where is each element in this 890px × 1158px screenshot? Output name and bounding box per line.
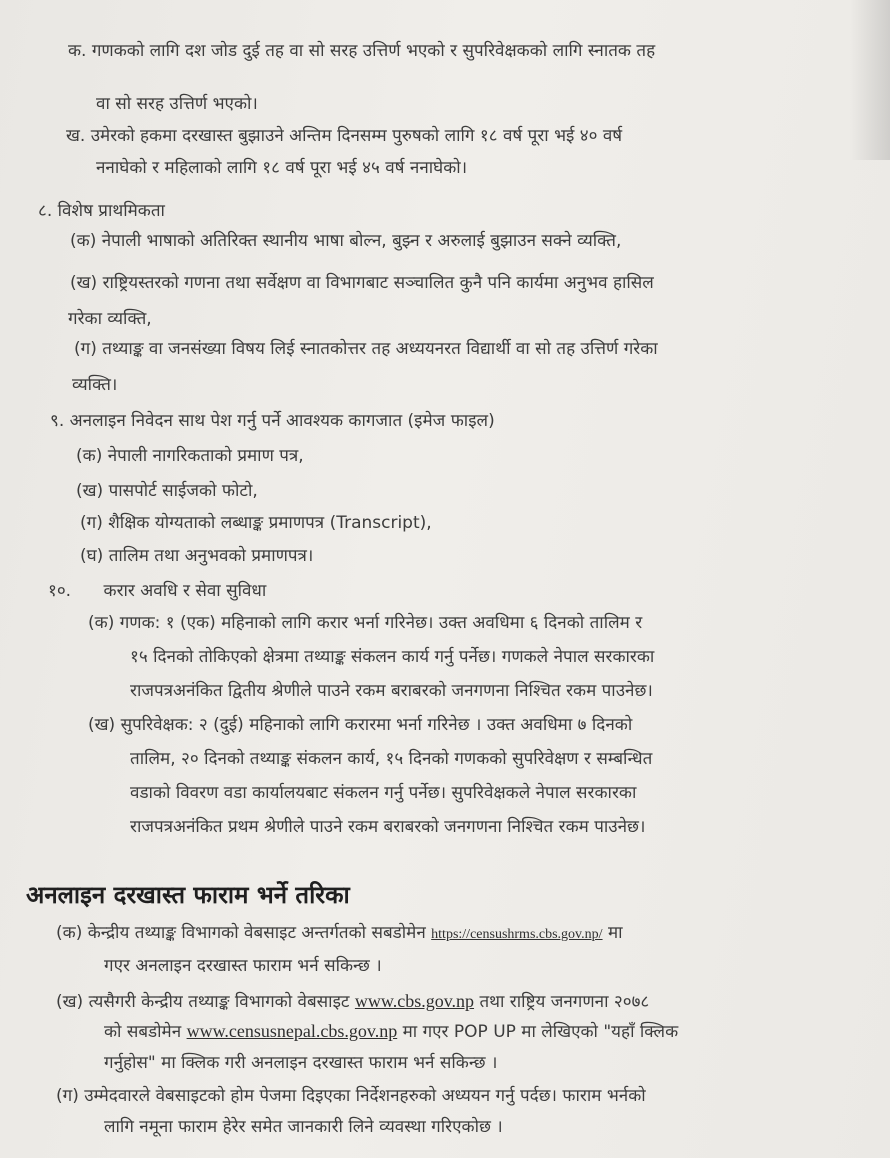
apply-ga-line2: लागि नमूना फाराम हेरेर समेत जानकारी लिने व्यवस्था गरिएकोछ । [104,1117,503,1137]
apply-ka-post: मा [602,923,623,943]
apply-kha-l2-text: को सबडोमेन [104,1022,187,1042]
apply-ga-line1: (ग) उम्मेदवारले वेबसाइटको होम पेजमा दिइएका निर्देशनहरुको अध्ययन गर्नु पर्दछ। फाराम भर्नको [56,1086,646,1106]
s10-ka-line1: (क) गणक: १ (एक) महिनाको लागि करार भर्ना गरिनेछ। उक्त अवधिमा ६ दिनको तालिम र [88,613,643,633]
s8-ga-line2: व्यक्ति। [72,375,118,395]
s10-kha-line3: वडाको विवरण वडा कार्यालयबाट संकलन गर्नु पर्नेछ। सुपरिवेक्षकले नेपाल सरकारका [130,783,637,803]
apply-ka-line2: गएर अनलाइन दरखास्त फाराम भर्न सकिन्छ । [104,956,382,976]
s10-ka-line2: १५ दिनको तोकिएको क्षेत्रमा तथ्याङ्क संकलन कार्य गर्नु पर्नेछ। गणकले नेपाल सरकारका [130,647,655,667]
apply-ka-text: (क) केन्द्रीय तथ्याङ्क विभागको वेबसाइट अन्तर्गतको सबडोमेन [56,923,432,943]
apply-heading: अनलाइन दरखास्त फाराम भर्ने तरिका [26,881,350,909]
s10-title: १०. करार अवधि र सेवा सुविधा [48,581,267,601]
censushrms-link[interactable]: https://censushrms.cbs.gov.np/ [431,927,603,942]
s7-kha-line1: ख. उमेरको हकमा दरखास्त बुझाउने अन्तिम दिनसम्म पुरुषको लागि १८ वर्ष पूरा भई ४० वर्ष [66,126,623,146]
s9-kha: (ख) पासपोर्ट साईजको फोटो, [76,481,258,501]
s8-ga-line1: (ग) तथ्याङ्क वा जनसंख्या विषय लिई स्नातकोत्तर तह अध्ययनरत विद्यार्थी वा सो तह उत्तिर्ण गरेका [74,339,658,359]
s9-ga: (ग) शैक्षिक योग्यताको लब्धाङ्क प्रमाणपत्र (Transcript), [80,513,432,533]
s7-ka-line2: वा सो सरह उत्तिर्ण भएको। [96,94,258,114]
censusnepal-link[interactable]: www.censusnepal.cbs.gov.np [186,1021,398,1041]
apply-ka-line1 [56,922,623,946]
s10-kha-line1: (ख) सुपरिवेक्षक: २ (दुई) महिनाको लागि करारमा भर्ना गरिनेछ । उक्त अवधिमा ७ दिनको [88,715,633,735]
s8-kha-line2: गरेका व्यक्ति, [68,309,152,329]
s10-kha-line4: राजपत्रअनंकित प्रथम श्रेणीले पाउने रकम बराबरको जनगणना निश्चित रकम पाउनेछ। [130,817,646,837]
apply-kha-l2-post: मा गएर POP UP मा लेखिएको "यहाँ क्लिक [397,1022,679,1042]
apply-kha-line1 [56,990,649,1013]
s8-title: ८. विशेष प्राथमिकता [38,201,165,221]
apply-kha-text: (ख) त्यसैगरी केन्द्रीय तथ्याङ्क विभागको वेबसाइट [56,992,355,1012]
s7-kha-line2: ननाघेको र महिलाको लागि १८ वर्ष पूरा भई ४५ वर्ष ननाघेको। [96,158,468,178]
s7-ka-line1: क. गणकको लागि दश जोड दुई तह वा सो सरह उत्तिर्ण भएको र सुपरिवेक्षकको लागि स्नातक तह [68,41,656,61]
s8-ka: (क) नेपाली भाषाको अतिरिक्त स्थानीय भाषा बोल्न, बुझ्न र अरुलाई बुझाउन सक्ने व्यक्ति, [70,231,622,251]
s9-gha: (घ) तालिम तथा अनुभवको प्रमाणपत्र। [80,546,314,566]
s10-ka-line3: राजपत्रअनंकित द्वितीय श्रेणीले पाउने रकम बराबरको जनगणना निश्चित रकम पाउनेछ। [130,681,653,701]
s8-kha-line1: (ख) राष्ट्रियस्तरको गणना तथा सर्वेक्षण वा विभागबाट सञ्चालित कुनै पनि कार्यमा अनुभव हासिल [70,273,654,293]
s9-ka: (क) नेपाली नागरिकताको प्रमाण पत्र, [76,446,304,466]
s10-kha-line2: तालिम, २० दिनको तथ्याङ्क संकलन कार्य, १५ दिनको गणकको सुपरिवेक्षण र सम्बन्धित [130,749,653,769]
apply-kha-post: तथा राष्ट्रिय जनगणना २०७८ [474,992,650,1012]
apply-kha-line2 [104,1020,678,1043]
page-shadow [850,0,890,160]
cbs-website-link[interactable]: www.cbs.gov.np [354,991,475,1011]
s9-title: ९. अनलाइन निवेदन साथ पेश गर्नु पर्ने आवश्यक कागजात (इमेज फाइल) [50,411,495,431]
apply-kha-line3: गर्नुहोस" मा क्लिक गरी अनलाइन दरखास्त फाराम भर्न सकिन्छ । [104,1053,498,1073]
